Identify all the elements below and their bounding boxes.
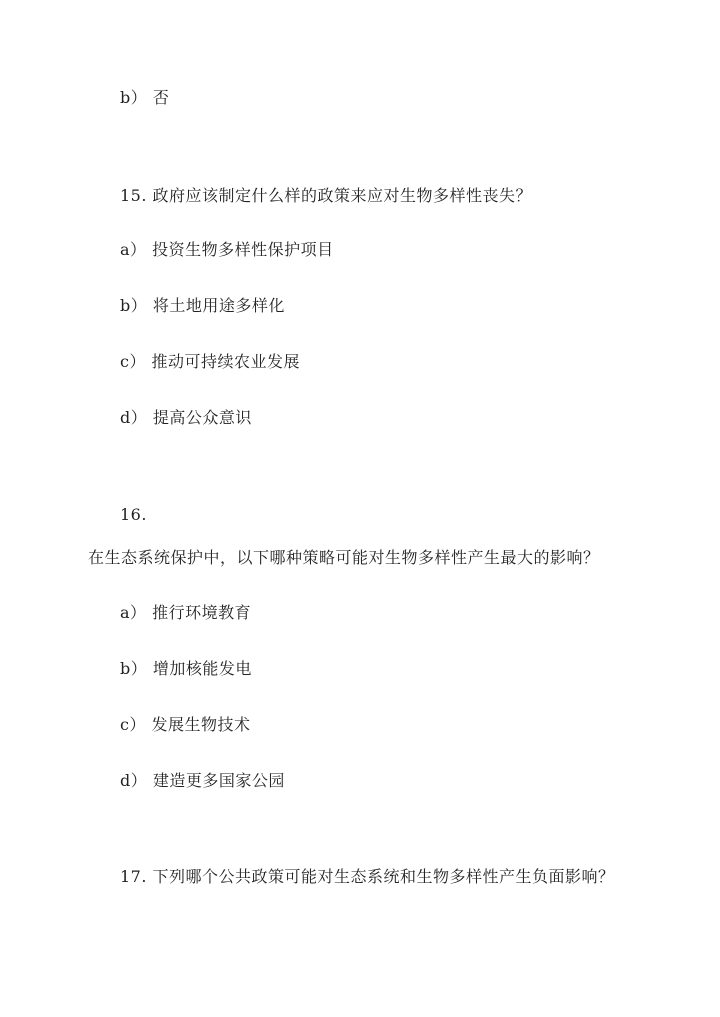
q15-question: 15. 政府应该制定什么样的政策来应对生物多样性丧失？: [120, 186, 533, 205]
q15-option-b: b） 将土地用途多样化: [120, 296, 285, 315]
q15-option-a: a） 投资生物多样性保护项目: [120, 240, 334, 259]
q16-option-b: b） 增加核能发电: [120, 659, 252, 678]
q16-question: 在生态系统保护中，以下哪种策略可能对生物多样性产生最大的影响？: [88, 548, 600, 567]
q14-option-b: b） 否: [120, 88, 170, 107]
q16-number: 16.: [120, 505, 147, 524]
q15-option-d: d） 提高公众意识: [120, 408, 252, 427]
q16-option-d: d） 建造更多国家公园: [120, 771, 285, 790]
q17-question: 17. 下列哪个公共政策可能对生态系统和生物多样性产生负面影响？: [120, 867, 615, 886]
q16-option-a: a） 推行环境教育: [120, 603, 252, 622]
q16-option-c: c） 发展生物技术: [120, 715, 251, 734]
q15-option-c: c） 推动可持续农业发展: [120, 352, 301, 371]
